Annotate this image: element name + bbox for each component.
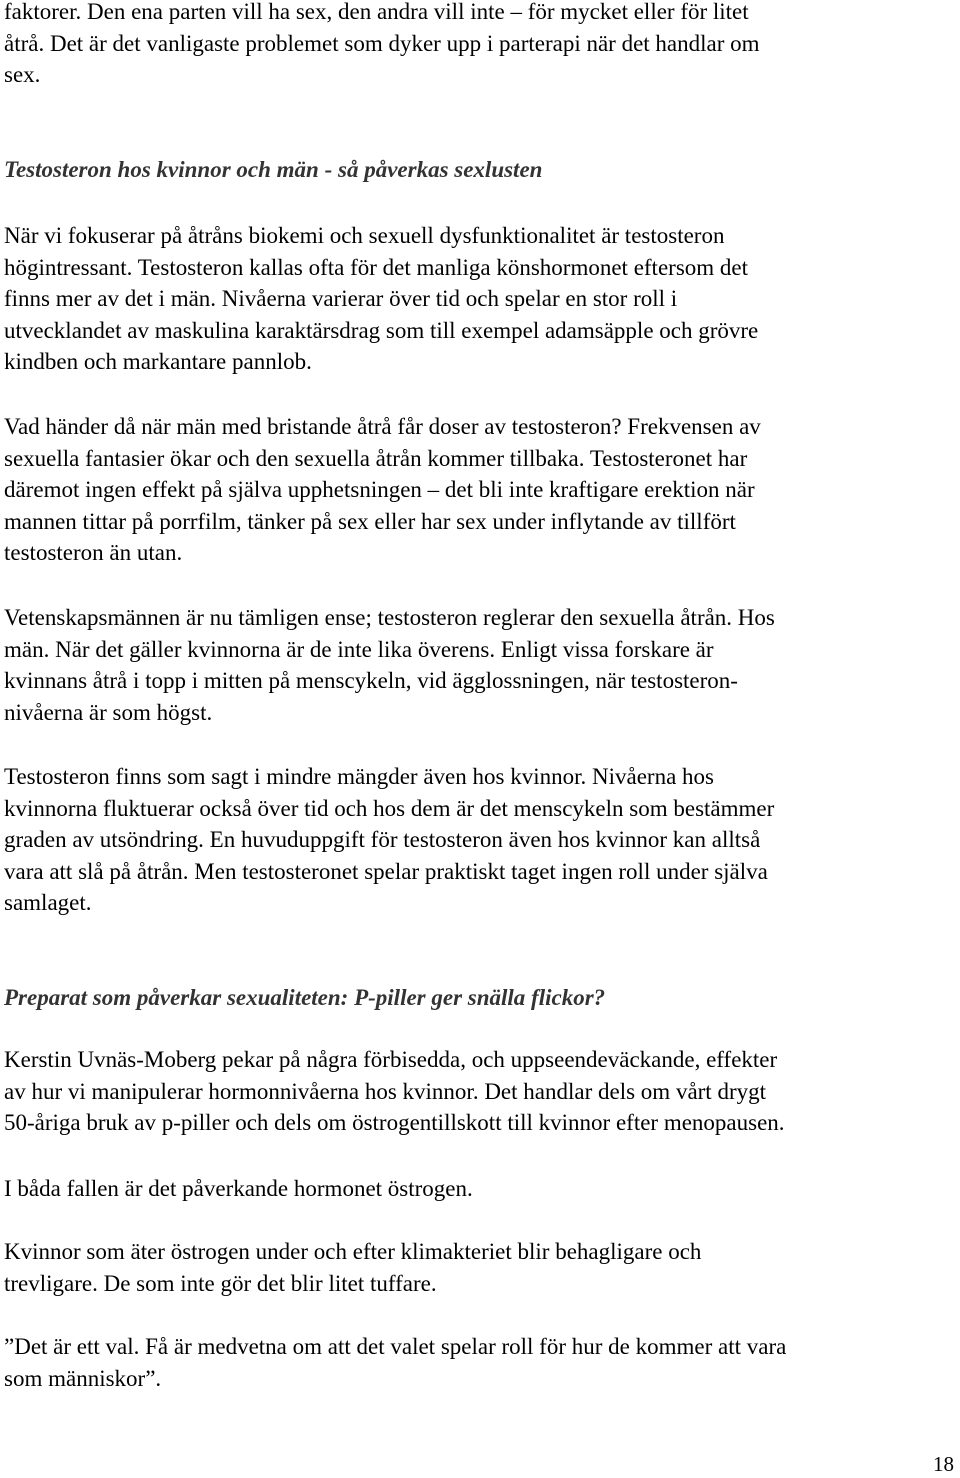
- paragraph-women-estrogen: Kvinnor som äter östrogen under och efter klimakteriet blir behagligare och trevligare. De som inte gör det blir litet tuffare.: [4, 1239, 702, 1296]
- paragraph-estrogen: I båda fallen är det påverkande hormonet östrogen.: [4, 1176, 473, 1201]
- paragraph-intro: faktorer. Den ena parten vill ha sex, den andra vill inte – för mycket eller för litet åtrå. Det är det vanligaste problemet som dyker upp i parterapi när det handlar om sex.: [4, 0, 760, 87]
- paragraph-uvnas-moberg: Kerstin Uvnäs-Moberg pekar på några förbisedda, och uppseendeväckande, effekter av hur vi manipulerar hormonnivåerna hos kvinnor. Det handlar dels om vårt drygt 50-åriga bruk av p-piller och dels om östrogentillskott till kvinnor efter menopausen.: [4, 1047, 785, 1135]
- paragraph-quote: ”Det är ett val. Få är medvetna om att det valet spelar roll för hur de kommer att vara som människor”.: [4, 1334, 787, 1391]
- paragraph-testosterone-in-women: Testosteron finns som sagt i mindre mängder även hos kvinnor. Nivåerna hos kvinnorna fluktuerar också över tid och hos dem är det menscykeln som bestämmer graden av utsöndring. En huvuduppgift för testosteron även hos kvinnor kan alltså vara att slå på åtrån. Men testosteronet spelar praktiskt taget ingen roll under själva samlaget.: [4, 764, 775, 915]
- section-heading-testosterone: Testosteron hos kvinnor och män - så påverkas sexlusten: [4, 157, 543, 182]
- section-heading-preparations: Preparat som påverkar sexualiteten: P-piller ger snälla flickor?: [4, 985, 606, 1010]
- paragraph-men-testosterone-doses: Vad händer då när män med bristande åtrå får doser av testosteron? Frekvensen av sexuella fantasier ökar och den sexuella åtrån kommer tillbaka. Testosteronet har däremot ingen effekt på själva upphetsningen – det bli inte kraftigare erektion när mannen tittar på porrfilm, tänker på sex eller har sex under inflytande av tillfört testosteron än utan.: [4, 414, 761, 565]
- paragraph-scientists-consensus: Vetenskapsmännen är nu tämligen ense; testosteron reglerar den sexuella åtrån. Hos män. När det gäller kvinnorna är de inte lika överens. Enligt vissa forskare är kvinnans åtrå i topp i mitten på menscykeln, vid ägglossningen, när testosteron- nivåerna är som högst.: [4, 605, 775, 725]
- page-number: 18: [933, 1452, 954, 1476]
- paragraph-testosterone-biochemistry: När vi fokuserar på åtråns biokemi och sexuell dysfunktionalitet är testosteron högintressant. Testosteron kallas ofta för det manliga könshormonet eftersom det finns mer av det i män. Nivåerna varierar över tid och spelar en stor roll i utvecklandet av maskulina karaktärsdrag som till exempel adamsäpple och grövre kindben och markantare pannlob.: [4, 223, 759, 374]
